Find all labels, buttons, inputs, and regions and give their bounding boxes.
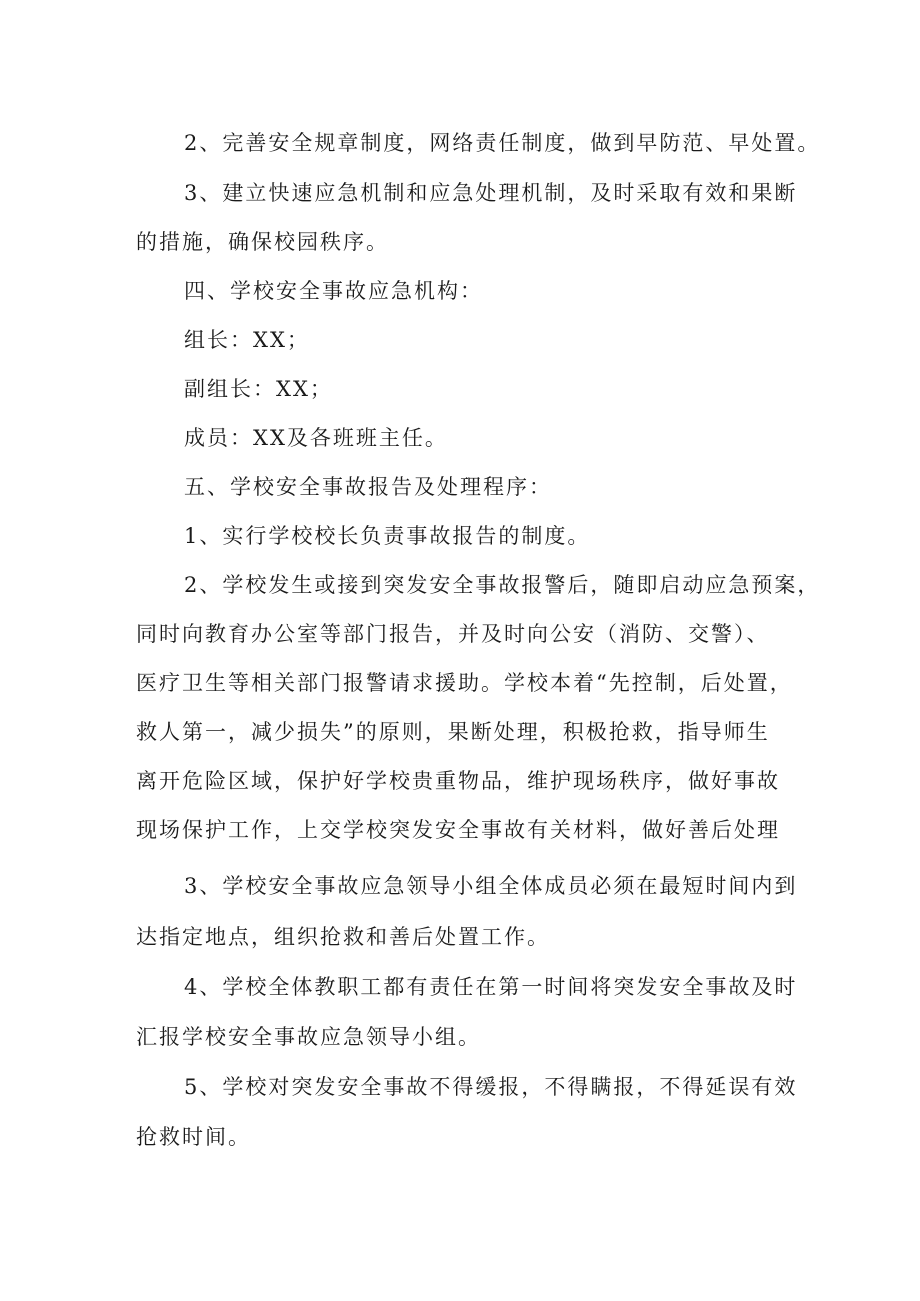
paragraph-line: 汇报学校安全事故应急领导小组。 <box>136 1025 481 1049</box>
paragraph-line: 2、完善安全规章制度，网络责任制度，做到早防范、早处置。 <box>184 131 821 155</box>
paragraph-line: 4、学校全体教职工都有责任在第一时间将突发安全事故及时 <box>184 975 798 999</box>
paragraph-line: 组长：XX； <box>184 328 310 352</box>
paragraph-line: 3、学校安全事故应急领导小组全体成员必须在最短时间内到 <box>184 874 798 898</box>
paragraph-line: 的措施，确保校园秩序。 <box>136 230 389 254</box>
paragraph-line: 3、建立快速应急机制和应急处理机制，及时采取有效和果断 <box>184 181 798 205</box>
paragraph-line: 1、实行学校校长负责事故报告的制度。 <box>184 524 591 548</box>
paragraph-line: 达指定地点，组织抢救和善后处置工作。 <box>136 925 550 949</box>
paragraph-line: 救人第一，减少损失”的原则，果断处理，积极抢救，指导师生 <box>136 720 770 744</box>
paragraph-line: 离开危险区域，保护好学校贵重物品，维护现场秩序，做好事故 <box>136 769 780 793</box>
section-heading: 五、学校安全事故报告及处理程序： <box>184 475 552 499</box>
section-heading: 四、学校安全事故应急机构： <box>184 279 483 303</box>
paragraph-line: 抢救时间。 <box>136 1125 251 1149</box>
paragraph-line: 成员：XX及各班班主任。 <box>184 426 448 450</box>
paragraph-line: 同时向教育办公室等部门报告，并及时向公安（消防、交警）、 <box>136 622 770 646</box>
paragraph-line: 副组长：XX； <box>184 377 333 401</box>
paragraph-line: 5、学校对突发安全事故不得缓报，不得瞒报，不得延误有效 <box>184 1075 798 1099</box>
paragraph-line: 医疗卫生等相关部门报警请求援助。学校本着“先控制，后处置， <box>136 671 793 695</box>
paragraph-line: 2、学校发生或接到突发安全事故报警后，随即启动应急预案， <box>184 573 821 597</box>
paragraph-line: 现场保护工作，上交学校突发安全事故有关材料，做好善后处理 <box>136 818 780 842</box>
